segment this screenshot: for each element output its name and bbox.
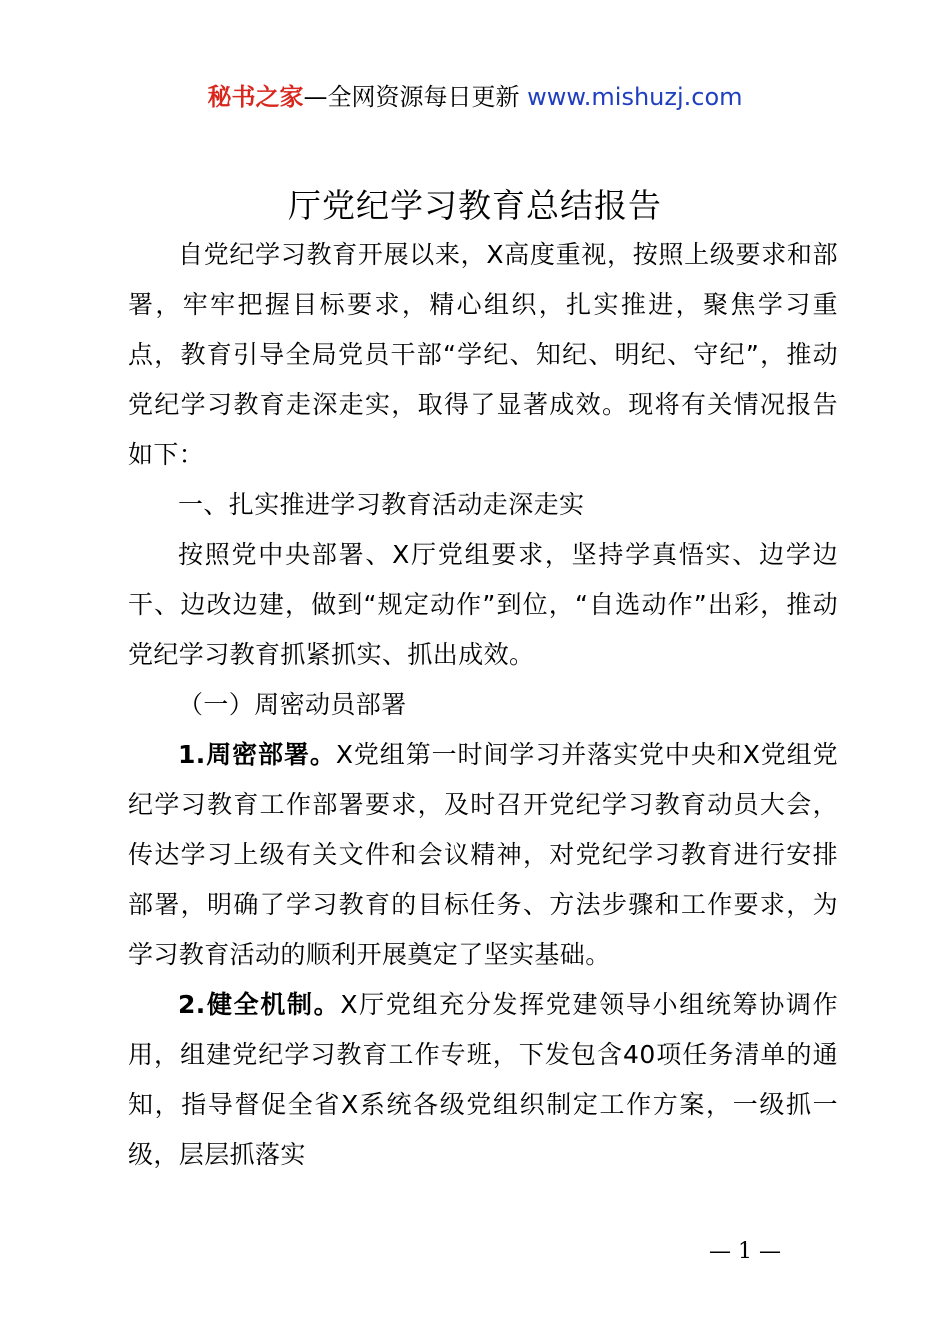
item-paragraph-2 <box>128 980 838 1180</box>
item-lead-1: 1.周密部署。 <box>178 740 336 769</box>
site-url[interactable]: www.mishuzj.com <box>527 83 743 111</box>
section-paragraph: 按照党中央部署、X厅党组要求，坚持学真悟实、边学边干、边改边建，做到“规定动作”到位，“自选动作”出彩，推动党纪学习教育抓紧抓实、抓出成效。 <box>128 540 838 669</box>
item-paragraph-1 <box>128 730 838 980</box>
page-number: — 1 — <box>709 1239 781 1264</box>
intro-paragraph: 自党纪学习教育开展以来，X高度重视，按照上级要求和部署，牢牢把握目标要求，精心组织，扎实推进，聚焦学习重点，教育引导全局党员干部“学纪、知纪、明纪、守纪”，推动党纪学习教育走深走实，取得了显著成效。现将有关情况报告如下： <box>128 240 838 469</box>
document-body <box>128 230 838 1180</box>
subsection-heading: （一）周密动员部署 <box>178 690 407 719</box>
site-slogan: —全网资源每日更新 <box>303 83 528 111</box>
section-heading: 一、扎实推进学习教育活动走深走实 <box>178 490 585 519</box>
document-title: 厅党纪学习教育总结报告 <box>288 186 662 225</box>
site-brand: 秘书之家 <box>207 83 304 111</box>
item-lead-2: 2.健全机制。 <box>178 990 341 1019</box>
item-text-1: X党组第一时间学习并落实党中央和X党组党纪学习教育工作部署要求，及时召开党纪学习教育动员大会，传达学习上级有关文件和会议精神，对党纪学习教育进行安排部署，明确了学习教育的目标任务、方法步骤和工作要求，为学习教育活动的顺利开展奠定了坚实基础。 <box>128 740 838 969</box>
item-text-2: X厅党组充分发挥党建领导小组统筹协调作用，组建党纪学习教育工作专班，下发包含40项任务清单的通知，指导督促全省X系统各级党组织制定工作方案，一级抓一级，层层抓落实 <box>128 990 838 1169</box>
site-header <box>0 80 950 114</box>
